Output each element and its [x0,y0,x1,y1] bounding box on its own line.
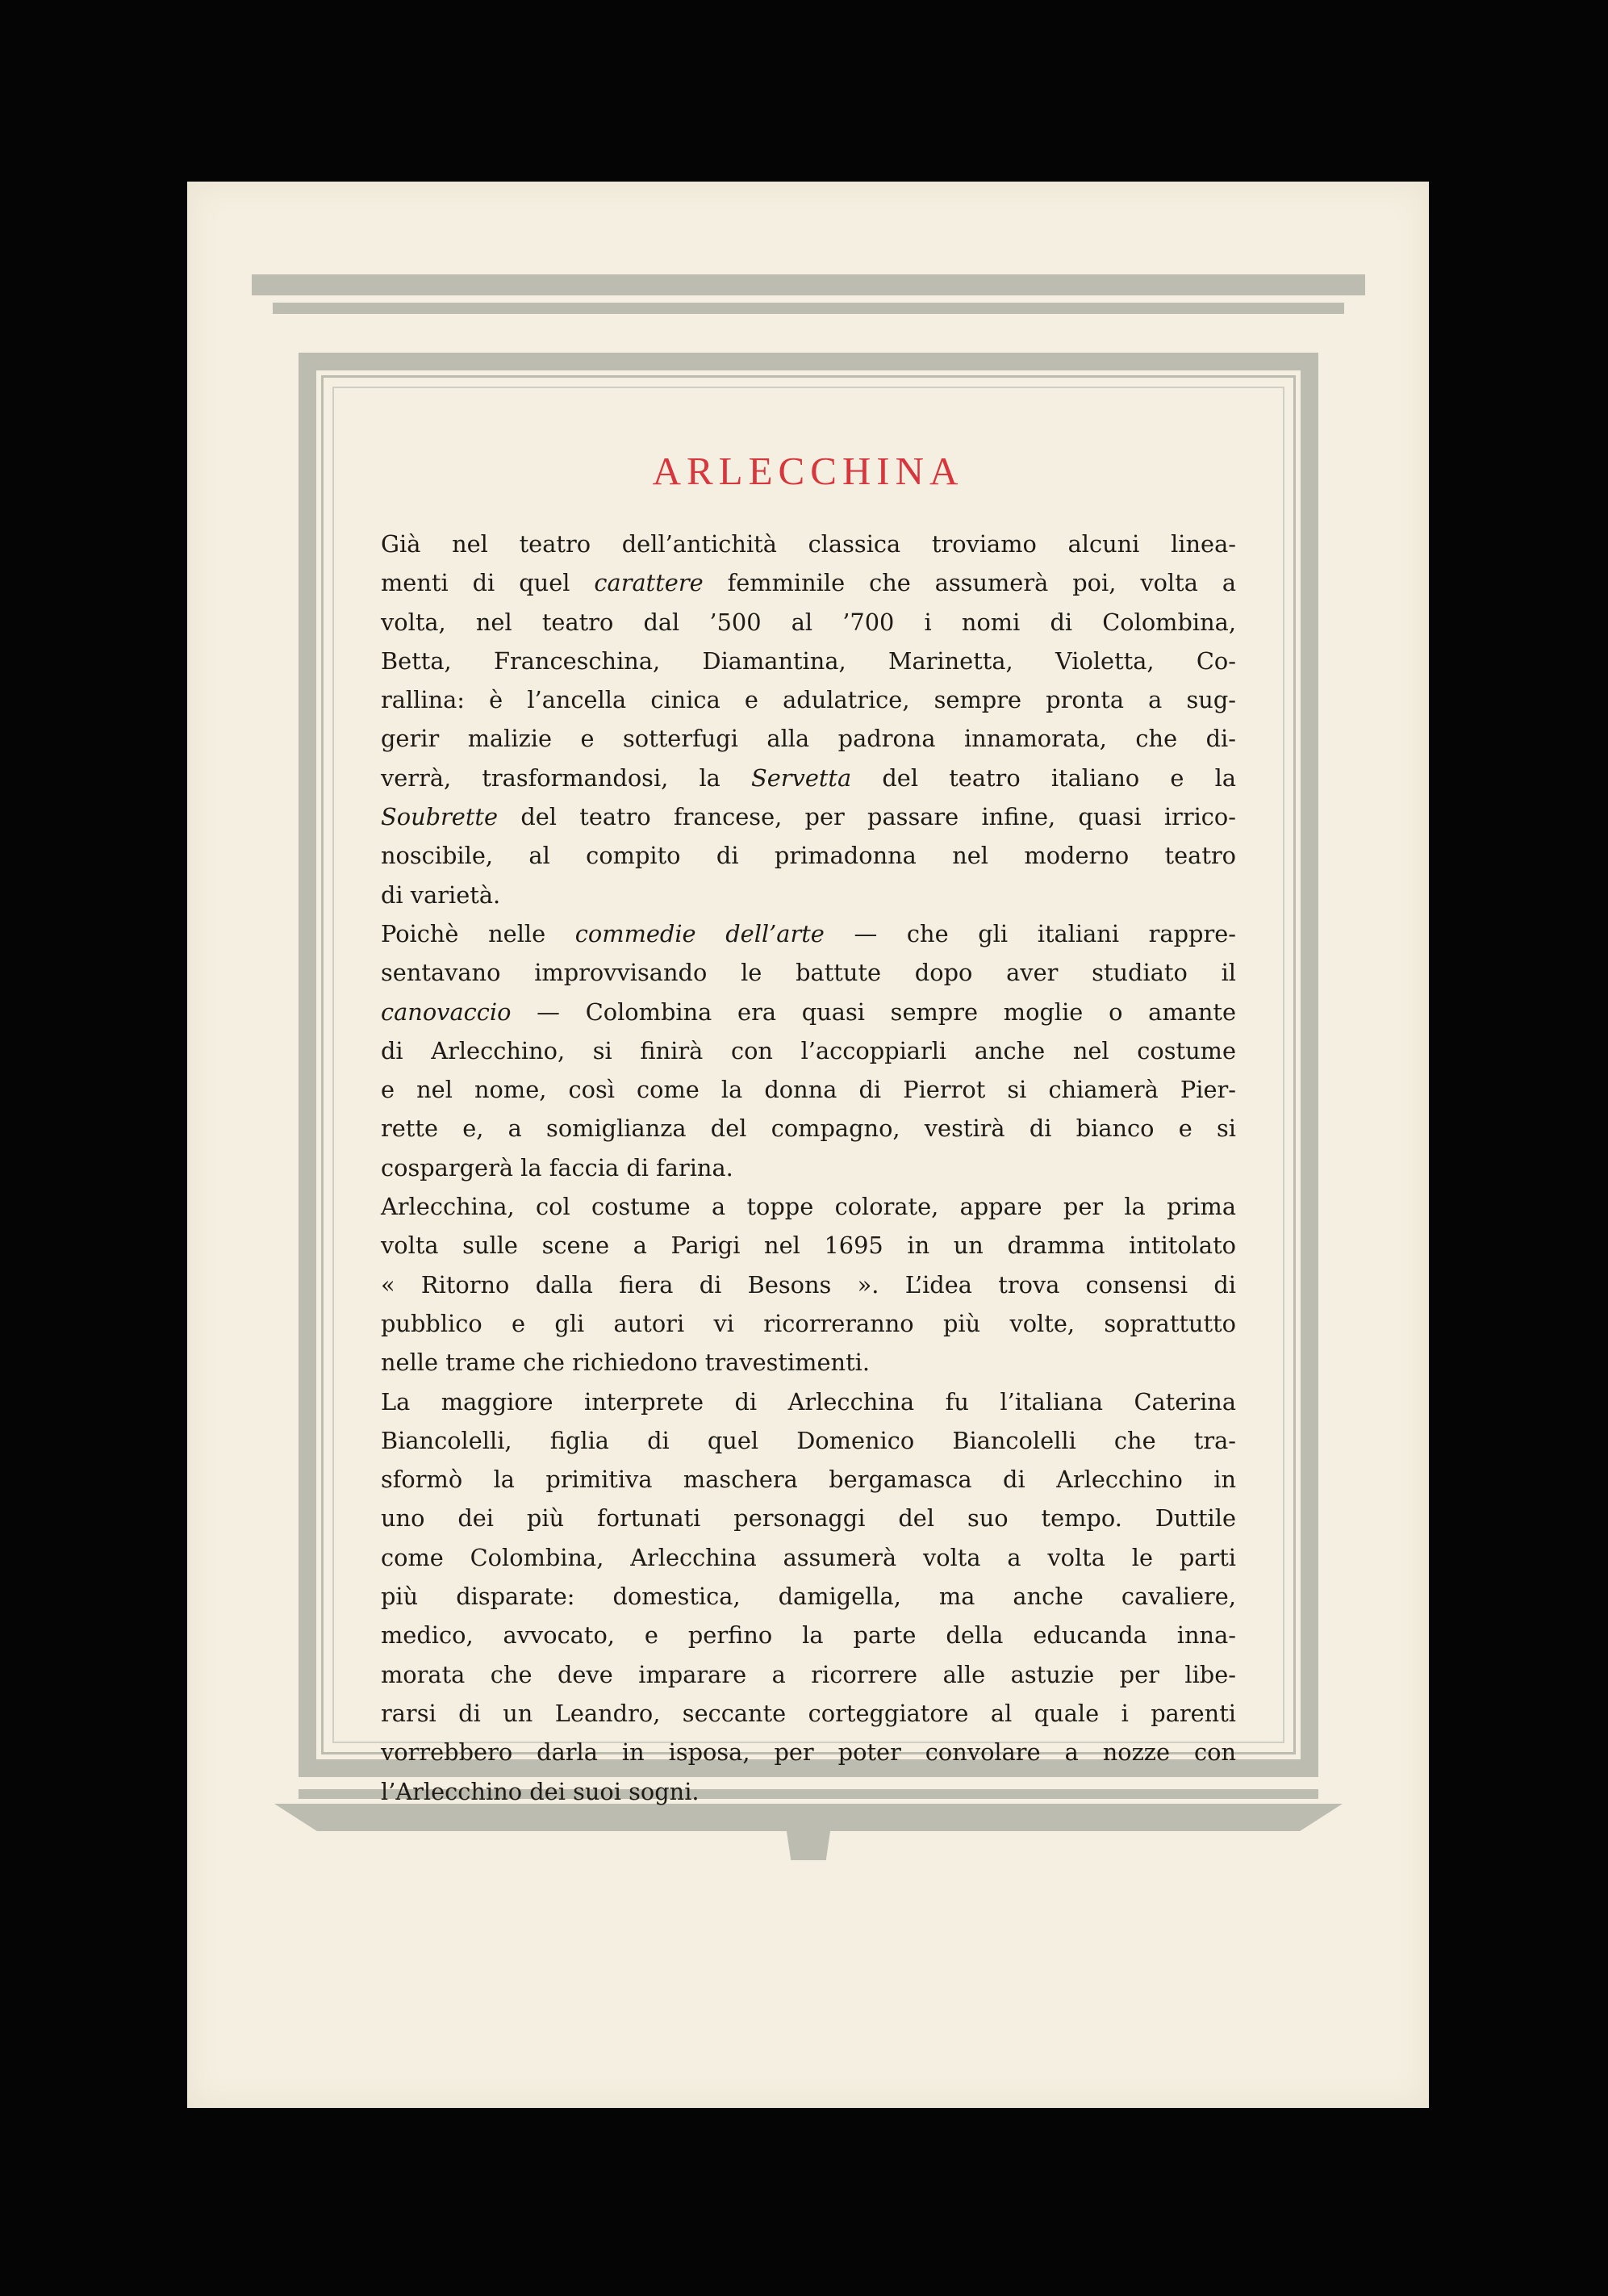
text-line: canovaccio — Colombina era quasi sempre moglie o amante [381,997,1236,1026]
frame-cornice-lower [273,303,1344,314]
body-text [381,525,1236,1811]
text-line: Poichè nelle commedie dell’arte — che gli italiani rappre- [381,919,1236,947]
text-line: morata che deve imparare a ricorrere alle astuzie per libe- [381,1660,1236,1688]
italic-term: carattere [594,569,704,597]
text-line: rarsi di un Leandro, seccante corteggiatore al quale i parenti [381,1699,1236,1727]
text-line: sformò la primitiva maschera bergamasca di Arlecchino in [381,1466,1236,1494]
text-line: di Arlecchino, si finirà con l’accoppiarli anche nel costume [381,1036,1236,1064]
text-line: sentavano improvvisando le battute dopo aver studiato il [381,959,1236,987]
text-line: noscibile, al compito di primadonna nel moderno teatro [381,842,1236,870]
text-line: cospargerà la faccia di farina. [381,1153,733,1181]
text-line: e nel nome, così come la donna di Pierrot si chiamerà Pier- [381,1076,1236,1104]
text-line: come Colombina, Arlecchina assumerà volta a volta le parti [381,1543,1236,1571]
text-line: Arlecchina, col costume a toppe colorate, appare per la prima [381,1193,1236,1221]
text-line: « Ritorno dalla fiera di Besons ». L’idea trova consensi di [381,1270,1236,1299]
paragraph [381,1187,1236,1382]
text-line: rallina: è l’ancella cinica e adulatrice, sempre pronta a sug- [381,686,1236,714]
text-line: uno dei più fortunati personaggi del suo tempo. Duttile [381,1504,1236,1533]
text-line: rette e, a somiglianza del compagno, vestirà di bianco e si [381,1115,1236,1143]
frame-cornice-top [252,274,1365,295]
italic-term: Servetta [751,763,852,792]
text-line: pubblico e gli autori vi ricorreranno più volte, soprattutto [381,1309,1236,1337]
text-line: Betta, Franceschina, Diamantina, Marinetta, Violetta, Co- [381,646,1236,675]
text-line: gerir malizie e sotterfugi alla padrona innamorata, che di- [381,725,1236,753]
text-line: vorrebbero darla in isposa, per poter convolare a nozze con [381,1738,1236,1767]
text-line: più disparate: domestica, damigella, ma anche cavaliere, [381,1583,1236,1611]
text-line: volta sulle scene a Parigi nel 1695 in un dramma intitolato [381,1232,1236,1260]
text-line: verrà, trasformandosi, la Servetta del teatro italiano e la [381,763,1236,792]
postcard [187,182,1429,2108]
text-line: Soubrette del teatro francese, per passare infine, quasi irrico- [381,803,1236,831]
paragraph [381,1382,1236,1811]
paragraph [381,525,1236,914]
text-line: La maggiore interprete di Arlecchina fu l’italiana Caterina [381,1387,1236,1416]
italic-term: Soubrette [381,803,499,831]
text-line: Biancolelli, figlia di quel Domenico Biancolelli che tra- [381,1426,1236,1454]
text-line: menti di quel carattere femminile che assumerà poi, volta a [381,569,1236,597]
italic-term: canovaccio [381,997,512,1026]
text-line: nelle trame che richiedono travestimenti. [381,1349,871,1377]
paragraph [381,914,1236,1187]
text-line: volta, nel teatro dal ’500 al ’700 i nomi di Colombina, [381,608,1236,636]
text-line: Già nel teatro dell’antichità classica troviamo alcuni linea- [381,530,1236,558]
italic-term: commedie dell’arte [574,919,825,947]
page-title: ARLECCHINA [652,449,964,493]
text-line: medico, avvocato, e perfino la parte della educanda inna- [381,1621,1236,1650]
text-line: l’Arlecchino dei suoi sogni. [381,1777,700,1805]
text-line: di varietà. [381,880,501,909]
frame-base-keystone [783,1804,834,1860]
